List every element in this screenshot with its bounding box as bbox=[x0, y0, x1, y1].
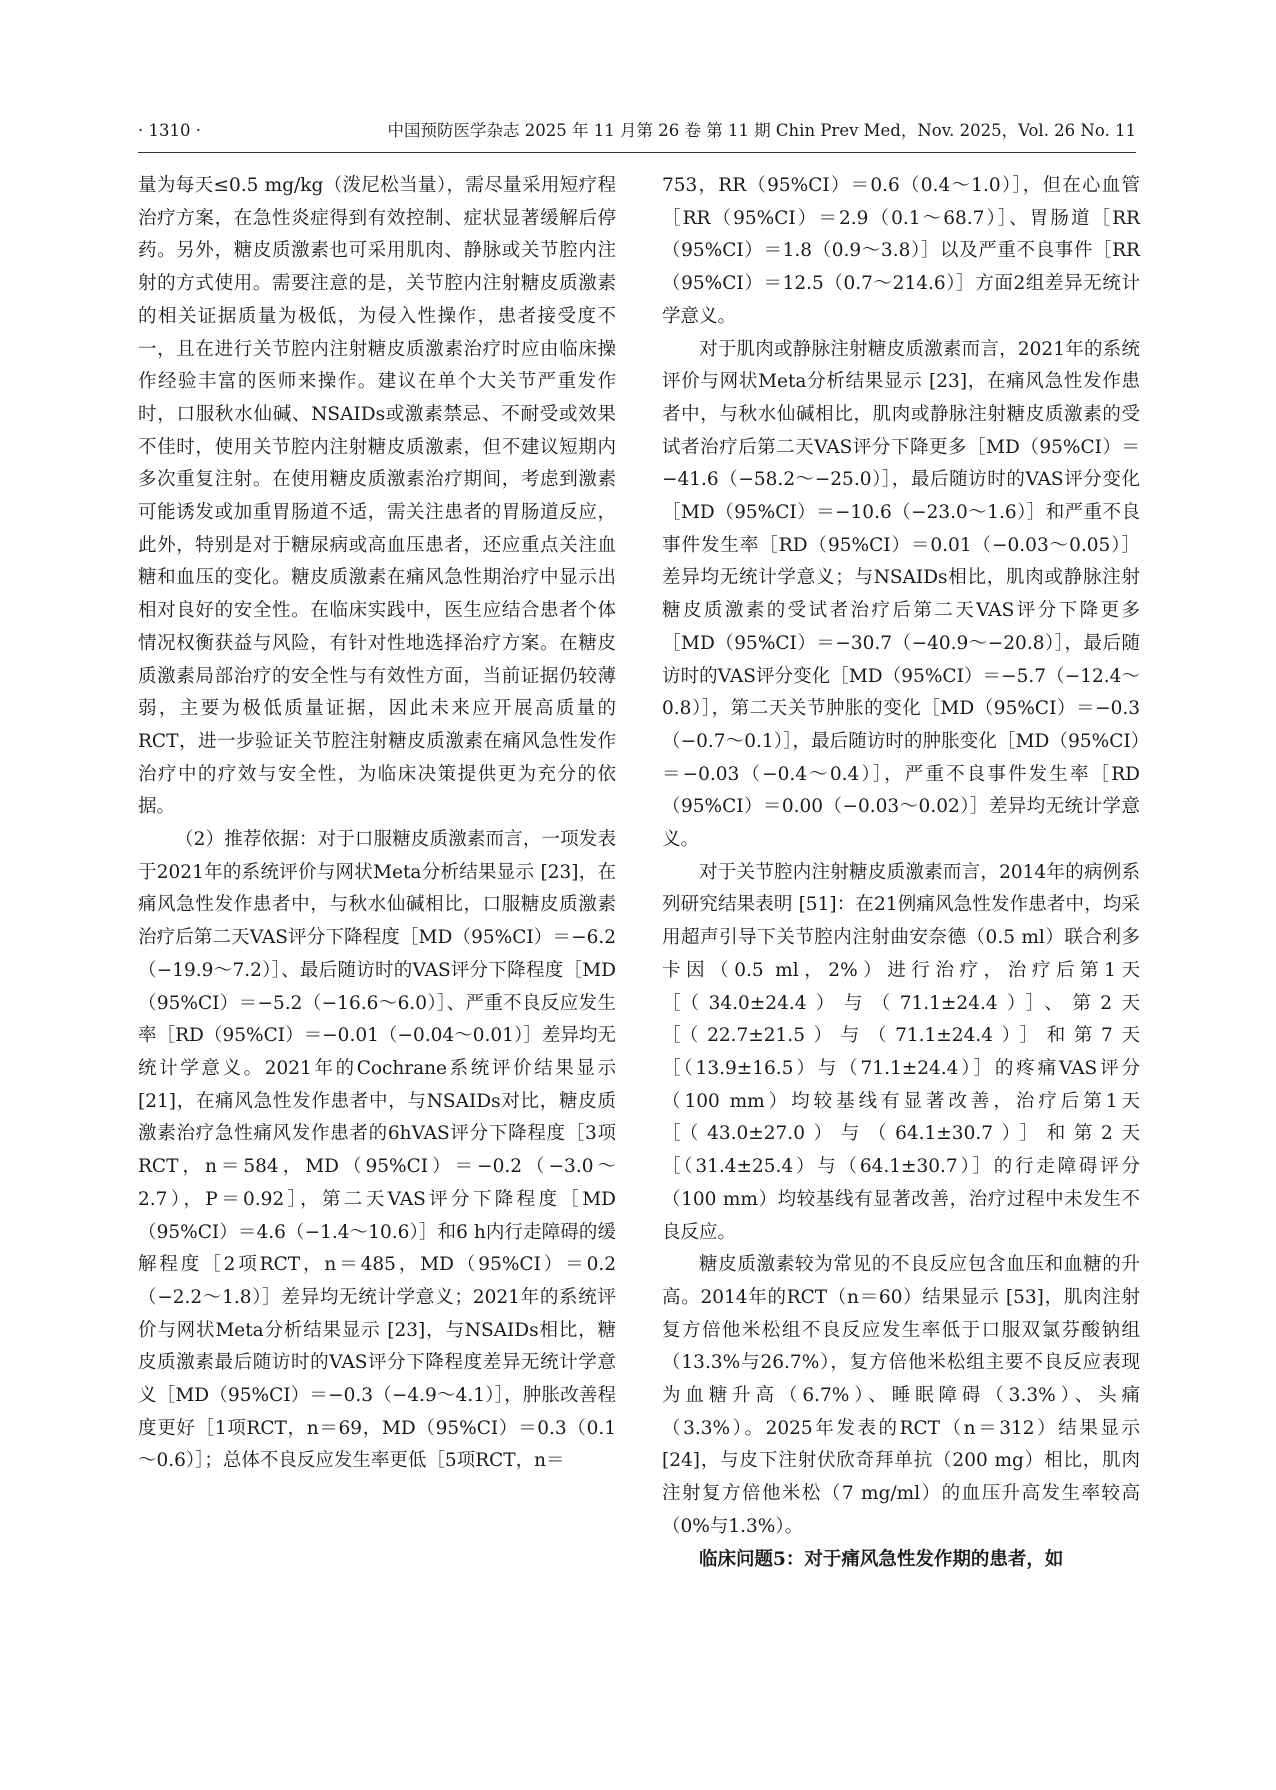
page-header bbox=[138, 118, 1136, 144]
paragraph: 糖皮质激素较为常见的不良反应包含血压和血糖的升高。2014年的RCT（n＝60）结果显示 [53]，肌肉注射复方倍他米松组不良反应发生率低于口服双氯芬酸钠组（13.3%与26.7%），复方倍他米松组主要不良反应表现为血糖升高（6.7%）、睡眠障碍（3.3%）、头痛（3.3%）。2025年发表的RCT（n＝312）结果显示 [24]，与皮下注射伏欣奇拜单抗（200 mg）相比，肌肉注射复方倍他米松（7 mg/ml）的血压升高发生率较高（0%与1.3%）。 bbox=[662, 1254, 1140, 1537]
header-rule bbox=[138, 152, 1136, 153]
page-number: · 1310 · bbox=[138, 121, 201, 140]
paragraph: 量为每天≤0.5 mg/kg（泼尼松当量），需尽量采用短疗程治疗方案，在急性炎症得到有效控制、症状显著缓解后停药。另外，糖皮质激素也可采用肌肉、静脉或关节腔内注射的方式使用。需要注意的是，关节腔内注射糖皮质激素的相关证据质量为极低，为侵入性操作，患者接受度不一，且在进行关节腔内注射糖皮质激素治疗时应由临床操作经验丰富的医师来操作。建议在单个大关节严重发作时，口服秋水仙碱、NSAIDs或激素禁忌、不耐受或效果不佳时，使用关节腔内注射糖皮质激素，但不建议短期内多次重复注射。在使用糖皮质激素治疗期间，考虑到激素可能诱发或加重胃肠道不适，需关注患者的胃肠道反应，此外，特别是对于糖尿病或高血压患者，还应重点关注血糖和血压的变化。糖皮质激素在痛风急性期治疗中显示出相对良好的安全性。在临床实践中，医生应结合患者个体情况权衡获益与风险，有针对性地选择治疗方案。在糖皮质激素局部治疗的安全性与有效性方面，当前证据仍较薄弱，主要为极低质量证据，因此未来应开展高质量的RCT，进一步验证关节腔注射糖皮质激素在痛风急性发作治疗中的疗效与安全性，为临床决策提供更为充分的依据。 bbox=[138, 175, 616, 818]
left-column bbox=[138, 170, 616, 1478]
journal-reference: 中国预防医学杂志 2025 年 11 月第 26 卷 第 11 期 Chin Prev Med，Nov. 2025，Vol. 26 No. 11 bbox=[387, 121, 1136, 140]
right-column bbox=[662, 170, 1140, 1576]
paragraph: 对于关节腔内注射糖皮质激素而言，2014年的病例系列研究结果表明 [51]：在21例痛风急性发作患者中，均采用超声引导下关节腔内注射曲安奈德（0.5 ml）联合利多卡因（0.5 ml，2%）进行治疗，治疗后第1天［（34.0±24.4）与（71.1±24.4）］、第2天［（22.7±21.5）与（71.1±24.4）］和第7天［（13.9±16.5）与（71.1±24.4）］的疼痛VAS评分（100 mm）均较基线有显著改善，治疗后第1天［（43.0±27.0）与（64.1±30.7）］和第2天［（31.4±25.4）与（64.1±30.7）］的行走障碍评分（100 mm）均较基线有显著改善，治疗过程中未发生不良反应。 bbox=[662, 861, 1140, 1243]
paragraph: 753，RR（95%CI）＝0.6（0.4～1.0）］，但在心血管［RR（95%CI）＝2.9（0.1～68.7）］、胃肠道［RR（95%CI）＝1.8（0.9～3.8）］以及严重不良事件［RR（95%CI）＝12.5（0.7～214.6）］方面2组差异无统计学意义。 bbox=[662, 175, 1140, 327]
paragraph: 对于肌肉或静脉注射糖皮质激素而言，2021年的系统评价与网状Meta分析结果显示 [23]，在痛风急性发作患者中，与秋水仙碱相比，肌肉或静脉注射糖皮质激素的受试者治疗后第二天VAS评分下降更多［MD（95%CI）＝−41.6（−58.2～−25.0）］，最后随访时的VAS评分变化［MD（95%CI）＝−10.6（−23.0～1.6）］和严重不良事件发生率［RD（95%CI）＝0.01（−0.03～0.05）］差异均无统计学意义；与NSAIDs相比，肌肉或静脉注射糖皮质激素的受试者治疗后第二天VAS评分下降更多［MD（95%CI）＝−30.7（−40.9～−20.8）］，最后随访时的VAS评分变化［MD（95%CI）＝−5.7（−12.4～0.8）］，第二天关节肿胀的变化［MD（95%CI）＝−0.3（−0.7～0.1）］，最后随访时的肿胀变化［MD（95%CI）＝−0.03（−0.4～0.4）］，严重不良事件发生率［RD（95%CI）＝0.00（−0.03～0.02）］差异均无统计学意义。 bbox=[662, 338, 1140, 851]
clinical-question-heading: 临床问题5：对于痛风急性发作期的患者，如 bbox=[699, 1548, 1064, 1570]
paragraph: （2）推荐依据：对于口服糖皮质激素而言，一项发表于2021年的系统评价与网状Meta分析结果显示 [23]，在痛风急性发作患者中，与秋水仙碱相比，口服糖皮质激素治疗后第二天VAS评分下降程度［MD（95%CI）＝−6.2（−19.9～7.2）］、最后随访时的VAS评分下降程度［MD（95%CI）＝−5.2（−16.6～6.0）］、严重不良反应发生率［RD（95%CI）＝−0.01（−0.04～0.01）］差异均无统计学意义。2021年的Cochrane系统评价结果显示 [21]，在痛风急性发作患者中，与NSAIDs对比，糖皮质激素治疗急性痛风发作患者的6hVAS评分下降程度［3项RCT，n＝584，MD（95%CI）＝−0.2（−3.0～2.7），P＝0.92］，第二天VAS评分下降程度［MD（95%CI）＝4.6（−1.4～10.6）］和6 h内行走障碍的缓解程度［2项RCT，n＝485，MD（95%CI）＝0.2（−2.2～1.8）］差异均无统计学意义；2021年的系统评价与网状Meta分析结果显示 [23]，与NSAIDs相比，糖皮质激素最后随访时的VAS评分下降程度差异无统计学意义［MD（95%CI）＝−0.3（−4.9～4.1）］，肿胀改善程度更好［1项RCT，n＝69，MD（95%CI）＝0.3（0.1～0.6）］；总体不良反应发生率更低［5项RCT，n＝ bbox=[138, 829, 616, 1472]
